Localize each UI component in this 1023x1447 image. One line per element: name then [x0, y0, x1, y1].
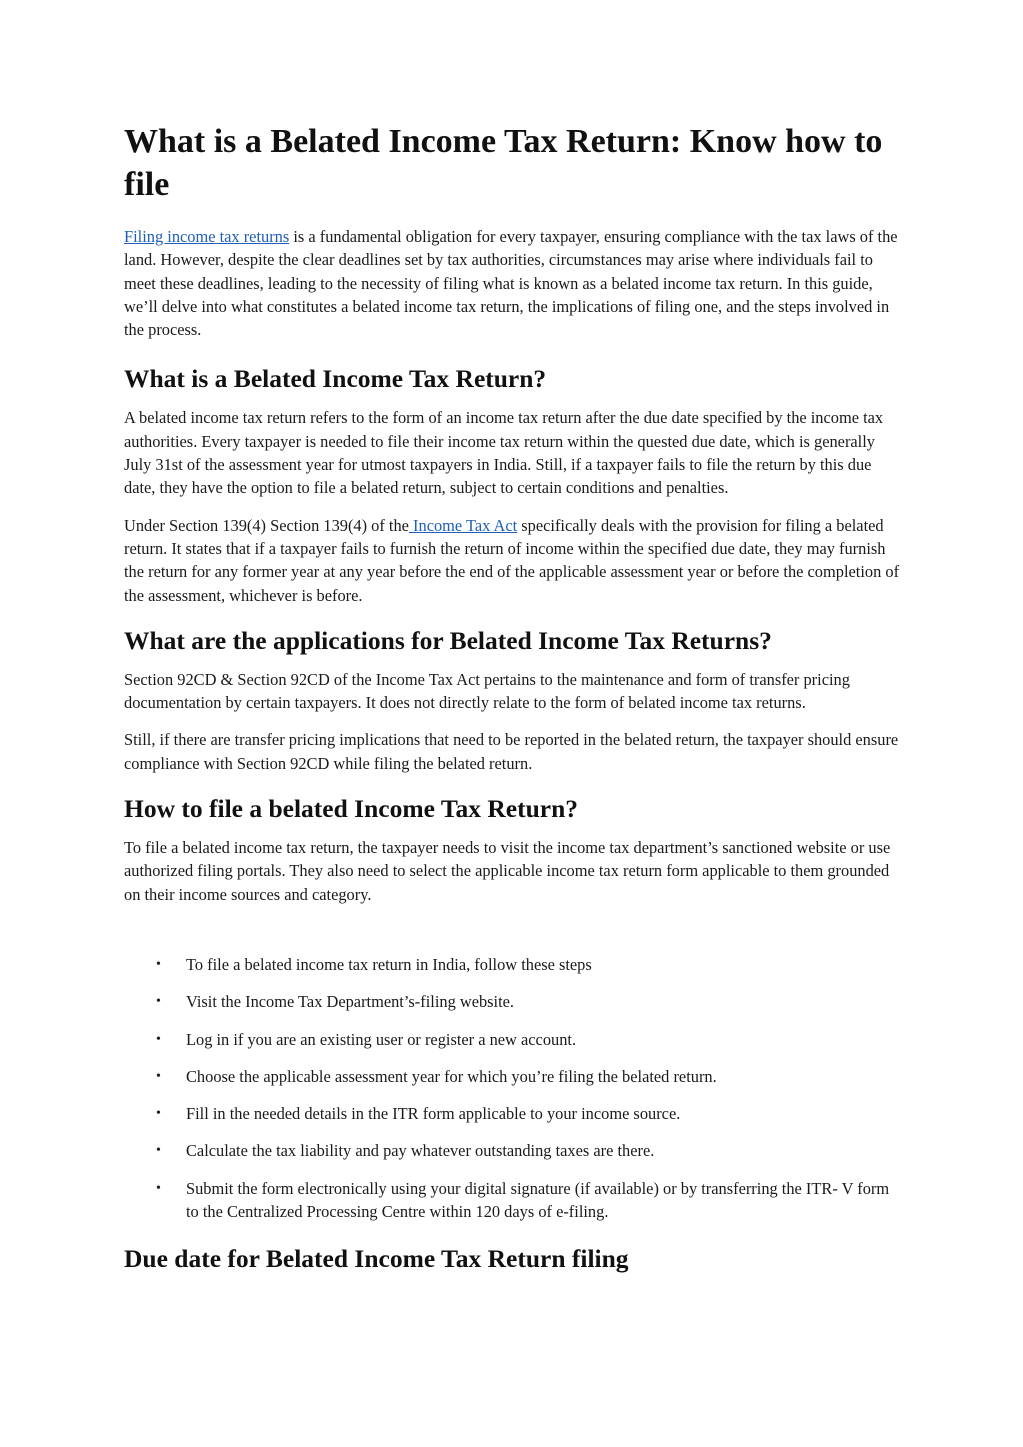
section-heading-how-to-file: How to file a belated Income Tax Return? [124, 794, 579, 824]
intro-paragraph [124, 225, 902, 341]
section-heading-what-is-belated: What is a Belated Income Tax Return? [124, 364, 547, 394]
list-item-text: Calculate the tax liability and pay whatever outstanding taxes are there. [186, 1141, 655, 1161]
filing-steps-list [124, 953, 902, 1223]
document-page [124, 120, 902, 1286]
section3-paragraph-1: To file a belated income tax return, the taxpayer needs to visit the income tax department’s sanctioned website or use authorized filing portals. They also need to select the applicable income tax return form applicable to them grounded on their income sources and category. [124, 838, 891, 904]
income-tax-act-link[interactable]: Income Tax Act [408, 515, 518, 535]
article-title: What is a Belated Income Tax Return: Know how to file [124, 123, 883, 203]
list-item-text: To file a belated income tax return in India, follow these steps [186, 954, 592, 974]
list-item [124, 1028, 902, 1051]
filing-income-tax-returns-link[interactable]: Filing income tax returns [124, 227, 290, 246]
bullet-icon: • [156, 1068, 161, 1084]
section1-paragraph-1: A belated income tax return refers to the form of an income tax return after the due date specified by the income tax authorities. Every taxpayer is needed to file their income tax return within the quested due date, which is generally July 31st of the assessment year for utmost taxpayers in India. Still, if a taxpayer fails to file the return by this due date, they have the option to file a belated return, subject to certain conditions and penalties. [124, 408, 884, 498]
list-item [124, 1065, 902, 1088]
list-item-text: Log in if you are an existing user or register a new account. [186, 1029, 577, 1049]
bullet-icon: • [156, 1106, 161, 1122]
bullet-icon: • [156, 956, 161, 972]
section1-paragraph-2-before: Under Section 139(4) Section 139(4) of the [124, 515, 409, 535]
list-item-text: Fill in the needed details in the ITR form applicable to your income source. [186, 1104, 681, 1124]
section-heading-applications: What are the applications for Belated Income Tax Returns? [124, 625, 772, 655]
list-item [124, 1139, 902, 1162]
list-item [124, 953, 902, 976]
bullet-icon: • [156, 994, 161, 1010]
list-item [124, 1177, 902, 1224]
list-item-text: Choose the applicable assessment year for which you’re filing the belated return. [186, 1066, 717, 1086]
list-item-text: Visit the Income Tax Department’s-filing website. [186, 992, 515, 1012]
section-heading-due-date: Due date for Belated Income Tax Return filing [124, 1244, 629, 1274]
list-item-text: Submit the form electronically using your digital signature (if available) or by transferring the ITR- V form to the Centralized Processing Centre within 120 days of e-filing. [186, 1178, 890, 1222]
section2-paragraph-1: Section 92CD & Section 92CD of the Income Tax Act pertains to the maintenance and form of transfer pricing documentation by certain taxpayers. It does not directly relate to the form of belated income tax returns. [124, 669, 850, 713]
bullet-icon: • [156, 1031, 161, 1047]
section2-paragraph-2: Still, if there are transfer pricing implications that need to be reported in the belated return, the taxpayer should ensure compliance with Section 92CD while filing the belated return. [124, 730, 899, 773]
section1-paragraph-2-after: specifically deals with the provision for filing a belated return. It states that if a taxpayer fails to furnish the return of income within the specified due date, they may furnish the return for any former year at any year before the end of the applicable assessment year or before the completion of the assessment, whichever is before. [124, 515, 900, 605]
bullet-icon: • [156, 1180, 161, 1196]
bullet-icon: • [156, 1143, 161, 1159]
intro-text: is a fundamental obligation for every taxpayer, ensuring compliance with the tax laws of the land. However, despite the clear deadlines set by tax authorities, circumstances may arise where individuals fail to meet these deadlines, leading to the necessity of filing what is known as a belated income tax return. In this guide, we’ll delve into what constitutes a belated income tax return, the implications of filing one, and the steps involved in the process. [124, 227, 898, 340]
list-item [124, 1102, 902, 1125]
list-item [124, 990, 902, 1013]
section1-paragraph-2 [124, 514, 902, 607]
